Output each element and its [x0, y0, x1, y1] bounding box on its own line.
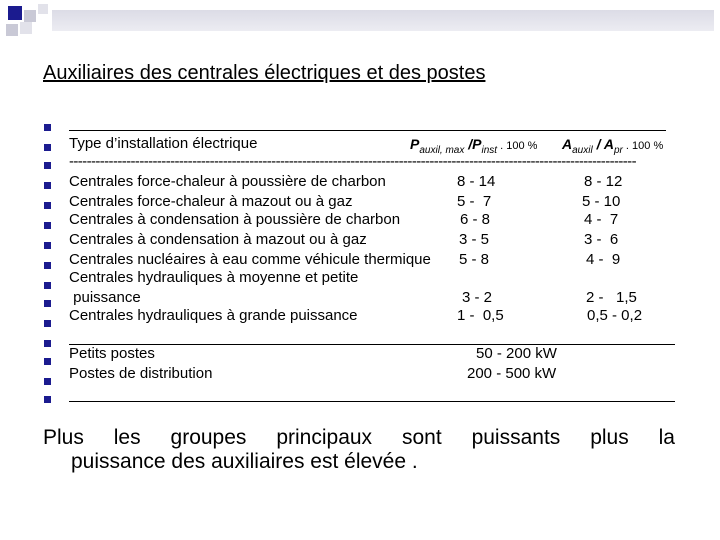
header-type-label: Type d’installation électrique [69, 135, 258, 152]
header-col-aauxil: $A_{auxil} / A_{pr}$ . 100 % [562, 136, 664, 156]
bullet-square [44, 358, 51, 365]
decor-square [20, 22, 32, 34]
row-value-aaux: 4 - 9 [586, 251, 621, 268]
row-label: Centrales à condensation à poussière de charbon [69, 211, 401, 228]
decor-square [24, 10, 36, 22]
bullet-square [44, 282, 51, 289]
row-label: Centrales force-chaleur à poussière de charbon [69, 173, 386, 190]
bullet-square [44, 162, 51, 169]
table-rule-middle [69, 344, 675, 345]
row-value-aaux: 0,5 - 0,2 [587, 307, 643, 324]
bullet-square [44, 242, 51, 249]
row-value-paux: 5 - 8 [459, 251, 490, 268]
row-value-paux: 3 - 2 [462, 289, 493, 306]
row-value-paux: 3 - 5 [459, 231, 490, 248]
row-value-paux: 6 - 8 [460, 211, 491, 228]
bullet-square [44, 202, 51, 209]
row-label: Postes de distribution [69, 365, 213, 382]
row-value-power: 200 - 500 kW [467, 365, 557, 382]
bullet-square [44, 378, 51, 385]
row-label: Centrales force-chaleur à mazout ou à gaz [69, 193, 353, 210]
top-decor-bar [52, 10, 714, 31]
bullet-square [44, 340, 51, 347]
bullet-square [44, 222, 51, 229]
row-value-aaux: 8 - 12 [584, 173, 623, 190]
row-label: Centrales à condensation à mazout ou à gaz [69, 231, 367, 248]
conclusion-line: Plus les groupes principaux sont puissants plus la [43, 426, 675, 449]
decor-square [38, 4, 48, 14]
row-value-paux: 1 - 0,5 [457, 307, 504, 324]
row-value-paux: 8 - 14 [457, 173, 496, 190]
header-col-pauxil: $P_{auxil, max}$ $/P_{inst}$ . 100 % [410, 136, 538, 156]
row-value-aaux: 2 - 1,5 [586, 289, 637, 306]
bullet-square [44, 320, 51, 327]
row-value-paux: 5 - 7 [457, 193, 492, 210]
conclusion-line: puissance des auxiliaires est élevée . [71, 450, 418, 473]
dashed-separator: --------------------------------------------------------------------------------------------------------------------------------- [69, 153, 636, 170]
bullet-square [44, 182, 51, 189]
row-label: Centrales hydrauliques à grande puissance [69, 307, 358, 324]
row-label: Centrales hydrauliques à moyenne et petite [69, 269, 359, 286]
row-value-aaux: 3 - 6 [584, 231, 619, 248]
row-value-aaux: 5 - 10 [582, 193, 621, 210]
slide-title: Auxiliaires des centrales électriques et des postes [43, 62, 486, 84]
bullet-square [44, 144, 51, 151]
bullet-square [44, 396, 51, 403]
bullet-square [44, 262, 51, 269]
row-value-power: 50 - 200 kW [476, 345, 557, 362]
bullet-square [44, 300, 51, 307]
bullet-square [44, 124, 51, 131]
table-rule-bottom [69, 401, 675, 402]
decor-square [8, 6, 22, 20]
row-label: Centrales nucléaires à eau comme véhicule thermique [69, 251, 431, 268]
row-label: Petits postes [69, 345, 155, 362]
table-rule-top [69, 130, 666, 131]
row-value-aaux: 4 - 7 [584, 211, 619, 228]
conclusion-text [43, 426, 675, 474]
row-label: puissance [69, 289, 141, 306]
decor-square [6, 24, 18, 36]
